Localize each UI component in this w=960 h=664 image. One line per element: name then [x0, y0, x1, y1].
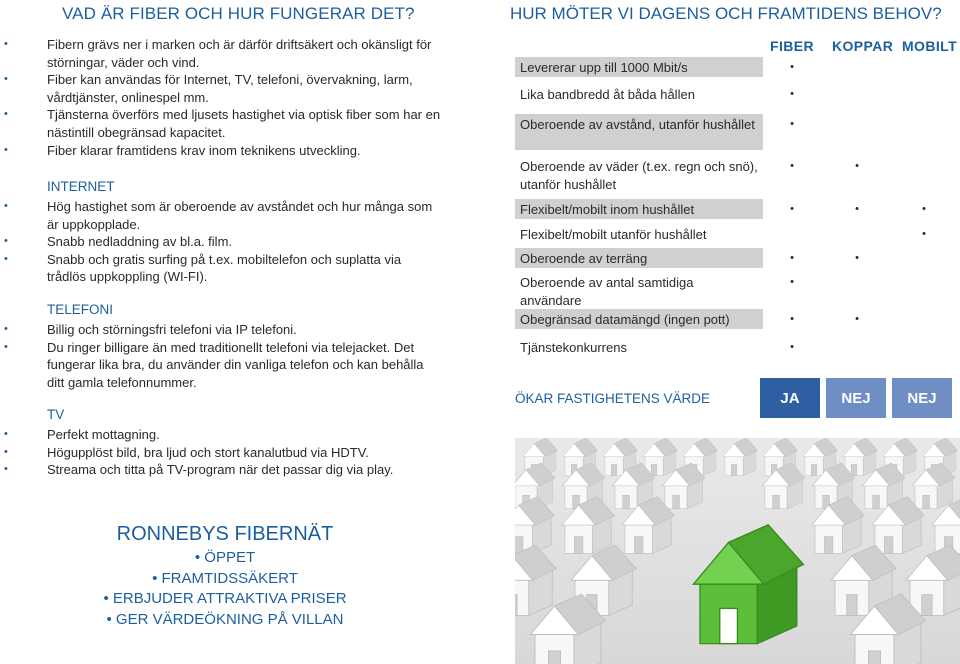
ronneby-item: • GER VÄRDEÖKNING PÅ VILLAN: [106, 610, 344, 628]
column-header-mobilt: MOBILT: [902, 38, 958, 54]
telefoni-block: [0, 300, 450, 391]
row-label: Oberoende av antal samtidiga användare: [520, 275, 694, 308]
row-label: Levererar upp till 1000 Mbit/s: [515, 57, 763, 77]
bullet-icon: •: [4, 200, 8, 212]
row-label: Flexibelt/mobilt inom hushållet: [515, 199, 763, 219]
bullet-icon: •: [4, 38, 8, 50]
bullet-icon: •: [790, 160, 794, 172]
bullet-icon: •: [4, 323, 8, 335]
row-label: Tjänstekonkurrens: [520, 340, 627, 355]
telefoni-heading: TELEFONI: [47, 302, 114, 317]
left-column: [0, 0, 450, 500]
right-title: HUR MÖTER VI DAGENS OCH FRAMTIDENS BEHOV?: [510, 4, 942, 23]
bullet-icon: •: [4, 428, 8, 440]
list-item: • Högupplöst bild, bra ljud och stort kanalutbud via HDTV.: [4, 444, 369, 460]
table-row: [515, 199, 945, 219]
bullet-icon: •: [922, 228, 926, 240]
bullet-icon: •: [855, 313, 859, 325]
list-item: • Fiber klarar framtidens krav inom teknikens utveckling.: [4, 142, 361, 158]
bullet-icon: •: [4, 252, 8, 265]
answer-fiber: JA: [760, 378, 820, 418]
table-row: [515, 156, 945, 192]
list-item: • Hög hastighet som är oberoende av avståndet och hur många som är uppkopplade.: [4, 199, 433, 232]
ronneby-block: [0, 520, 450, 630]
list-item: • Fiber kan användas för Internet, TV, telefoni, övervakning, larm, vårdtjänster, onlinespel mm.: [4, 72, 413, 105]
bullet-icon: •: [4, 108, 8, 121]
bullet-icon: •: [790, 61, 794, 73]
bullet-icon: •: [855, 203, 859, 215]
bullet-icon: •: [4, 340, 8, 353]
bullet-icon: •: [4, 445, 8, 458]
internet-block: [0, 177, 450, 286]
ronneby-item: • ÖPPET: [194, 549, 256, 566]
bullet-icon: •: [922, 203, 926, 215]
bullet-icon: •: [4, 235, 8, 248]
table-row: [515, 337, 945, 357]
bullet-icon: •: [790, 313, 794, 325]
bullet-icon: •: [790, 118, 794, 130]
table-row: [515, 84, 945, 104]
list-item: • Snabb nedladdning av bl.a. film.: [4, 234, 233, 250]
houses-illustration: [515, 438, 960, 664]
list-item: • Tjänsterna överförs med ljusets hastighet via optisk fiber som har en nästintill obegränsad kapacitet.: [4, 107, 441, 140]
bullet-icon: •: [4, 143, 8, 156]
ronneby-title: RONNEBYS FIBERNÄT: [116, 523, 334, 545]
row-label: Flexibelt/mobilt utanför hushållet: [520, 227, 707, 242]
table-row: [515, 114, 945, 150]
table-row: [515, 309, 945, 329]
row-label: Oberoende av avstånd, utanför hushållet: [515, 114, 763, 150]
column-header-koppar: KOPPAR: [832, 38, 894, 54]
list-item: • Du ringer billigare än med traditionellt telefoni via telejacket. Det fungerar lika bra, du använder din vanliga telefon och kan behålla ditt gamla telefonnummer.: [4, 339, 424, 390]
tv-block: [0, 405, 450, 479]
bullet-icon: •: [790, 203, 794, 215]
list-item: • Fibern grävs ner i marken och är därför driftsäkert och okänsligt för störningar, väder och vind.: [4, 37, 432, 70]
bullet-icon: •: [855, 252, 859, 264]
answer-mobilt: NEJ: [892, 378, 952, 418]
bullet-icon: •: [790, 341, 794, 353]
value-label: ÖKAR FASTIGHETENS VÄRDE: [515, 391, 711, 406]
table-row: [515, 272, 945, 308]
list-item: • Streama och titta på TV-program när det passar dig via play.: [4, 462, 394, 478]
table-row: [515, 248, 945, 268]
ronneby-item: • ERBJUDER ATTRAKTIVA PRISER: [103, 590, 347, 607]
bullet-icon: •: [4, 73, 8, 86]
intro-block: [0, 36, 450, 159]
internet-heading: INTERNET: [47, 179, 115, 194]
row-label: Lika bandbredd åt båda hållen: [520, 87, 695, 102]
left-title: VAD ÄR FIBER OCH HUR FUNGERAR DET?: [62, 4, 415, 23]
column-header-fiber: FIBER: [770, 38, 814, 54]
table-row: [515, 224, 945, 244]
list-item: • Snabb och gratis surfing på t.ex. mobiltelefon och suplatta via trådlös uppkoppling (WI-FI).: [4, 251, 402, 285]
list-item: • Billig och störningsfri telefoni via IP telefoni.: [4, 322, 297, 337]
ronneby-item: • FRAMTIDSSÄKERT: [152, 569, 298, 587]
row-label: Obegränsad datamängd (ingen pott): [515, 309, 763, 329]
houses-image: [515, 438, 960, 664]
bullet-icon: •: [790, 88, 794, 100]
table-row: [515, 57, 945, 77]
tv-heading: TV: [47, 407, 65, 422]
bullet-icon: •: [790, 276, 794, 288]
list-item: • Perfekt mottagning.: [4, 427, 160, 442]
row-label: Oberoende av terräng: [515, 248, 763, 268]
bullet-icon: •: [790, 252, 794, 264]
answer-koppar: NEJ: [826, 378, 886, 418]
bullet-icon: •: [4, 463, 8, 476]
bullet-icon: •: [855, 160, 859, 172]
row-label: Oberoende av väder (t.ex. regn och snö), utanför hushållet: [520, 159, 758, 192]
